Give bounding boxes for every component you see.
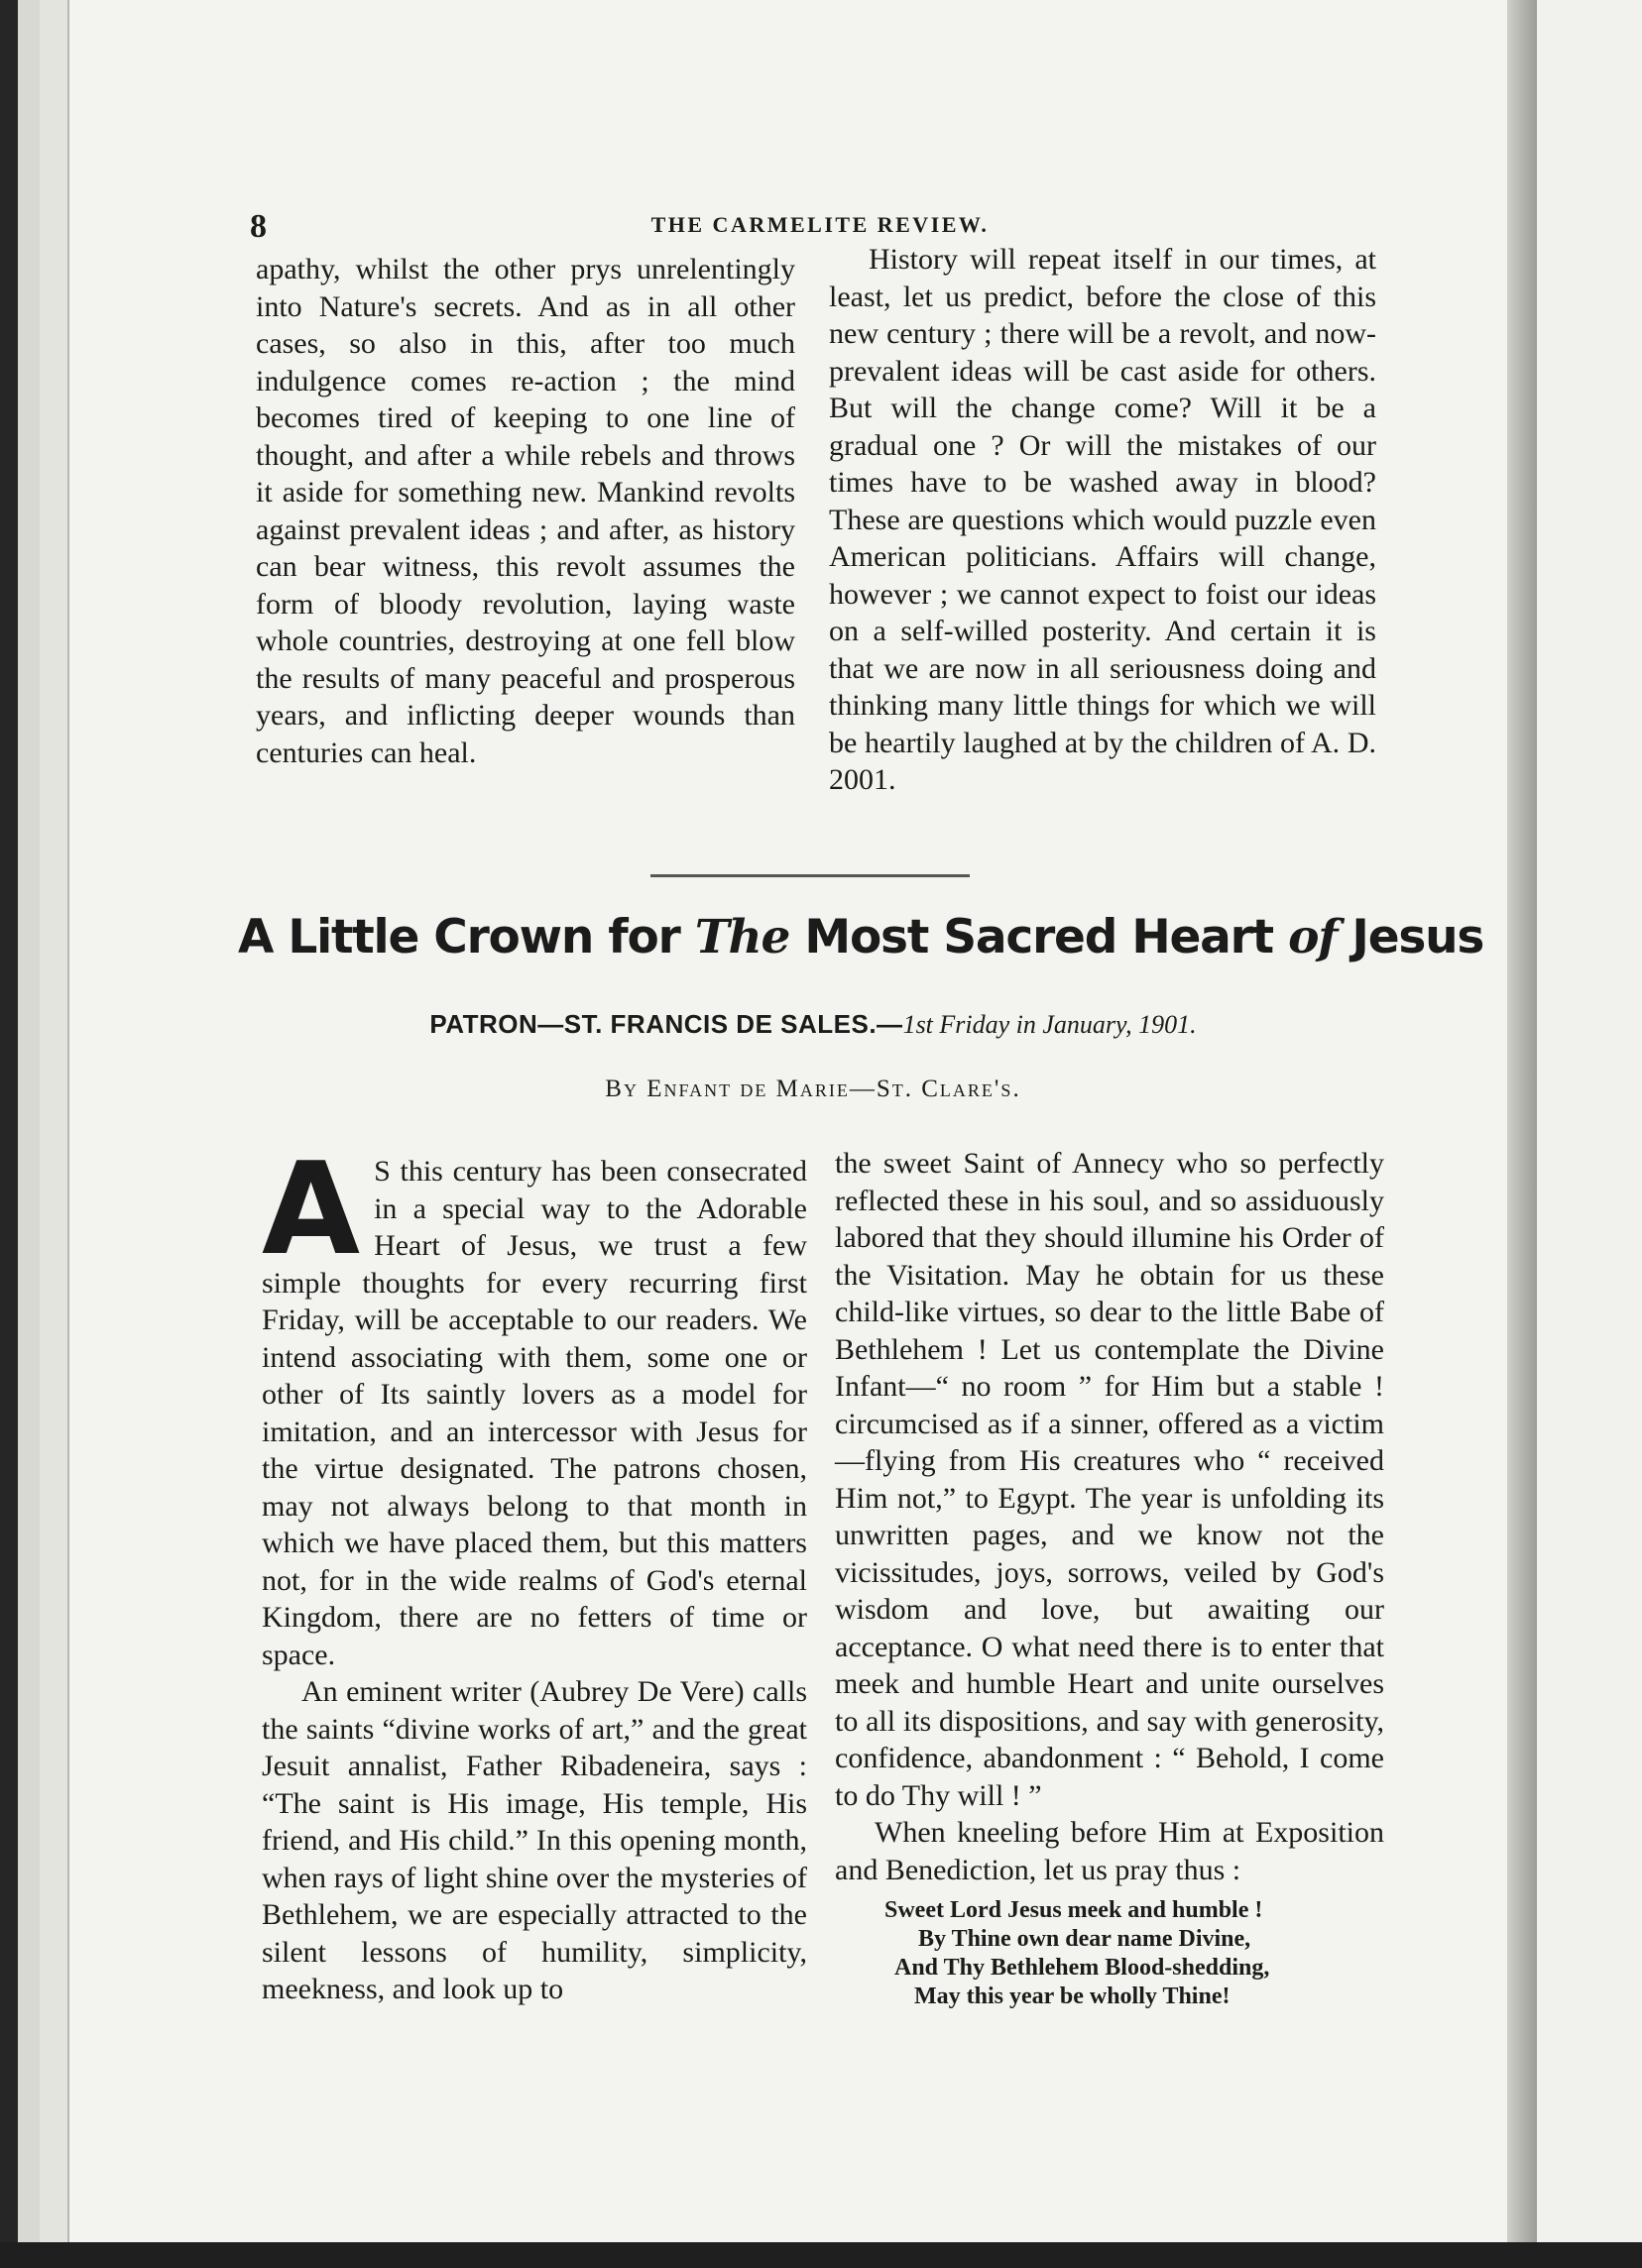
adjacent-page-strip — [1537, 0, 1642, 2268]
title-the: The — [694, 910, 790, 964]
title-of: of — [1288, 910, 1338, 964]
article-right-column — [835, 1145, 1384, 2011]
drop-cap: A — [262, 1136, 361, 1284]
opening-paragraph — [262, 1136, 807, 1673]
verse-line: Sweet Lord Jesus meek and humble ! — [884, 1897, 1263, 1923]
annecy-paragraph: the sweet Saint of Annecy who so perfectly reflected these in his soul, and so assiduously labored that they should illumine his Order of the Visitation. May he obtain for us these child-like virtues, so dear to the little Babe of Bethlehem ! Let us contemplate the Divine Infant—“ no room ” for Him but a stable ! circumcised as if a sinner, offered as a victim—flying from His creatures who “ received Him not,” to Egypt. The year is unfolding its unwritten pages, and we know not the vicissitudes, joys, sorrows, veiled by God's wisdom and love, but awaiting our acceptance. O what need there is to enter that meek and humble Heart and unite ourselves to all its dispositions, and say with generosity, confidence, abandonment : “ Behold, I come to do Thy will ! ” — [835, 1147, 1384, 1812]
scan-border — [0, 2242, 1642, 2268]
top-right-column — [829, 241, 1376, 799]
page-number: 8 — [250, 208, 267, 245]
patron-line — [238, 1009, 1388, 1040]
title-part-1: A Little Crown for — [238, 910, 695, 964]
article-left-column — [262, 1136, 807, 2008]
saints-paragraph: An eminent writer (Aubrey De Vere) calls the saints “divine works of art,” and the great Jesuit annalist, Father Ribadeneira, says : “The saint is His image, His temple, His friend, and His child.” In this opening month, when rays of light shine over the mysteries of Bethlehem, we are especially attracted to the silent lessons of humility, simplicity, meekness, and look up to — [262, 1675, 807, 2005]
continued-paragraph: apathy, whilst the other prys unrelentingly into Nature's secrets. And as in all other cases, so also in this, after too much indulgence comes re-action ; the mind becomes tired of keeping to one line of thought, and after a while rebels and throws it aside for something new. Mankind revolts against prevalent ideas ; and after, as history can bear witness, this revolt assumes the form of bloody revolution, laying waste whole countries, destroying at one fell blow the results of many peaceful and prosperous years, and inflicting deeper wounds than centuries can heal. — [256, 253, 795, 769]
title-part-2: Most Sacred Heart — [789, 910, 1289, 964]
top-left-column — [256, 251, 795, 771]
verse-line: And Thy Bethlehem Blood-shedding, — [894, 1955, 1270, 1981]
section-divider — [650, 874, 970, 877]
patron-date: 1st Friday in January, 1901. — [902, 1010, 1197, 1039]
prayer-intro-paragraph: When kneeling before Him at Exposition and Benediction, let us pray thus : — [835, 1816, 1384, 1886]
article-byline: By Enfant de Marie—St. Clare's. — [605, 1076, 1021, 1102]
prayer-verse — [835, 1896, 1384, 2011]
verse-line: May this year be wholly Thine! — [914, 1984, 1231, 2009]
article-title — [238, 910, 1484, 964]
title-part-3: Jesus — [1337, 910, 1484, 964]
history-paragraph: History will repeat itself in our times, at least, let us predict, before the close of this new century ; there will be a revolt, and now-prevalent ideas will be cast aside for others. But will the change come? Will it be a gradual one ? Or will the mistakes of our times have to be washed away in blood? These are questions which would puzzle even American politicians. Affairs will change, however ; we cannot expect to foist our ideas on a self-willed posterity. And certain it is that we are now in all seriousness doing and thinking many little things for which we will be heartily laughed at by the children of A. D. 2001. — [829, 243, 1376, 796]
page-gutter-shadow — [1507, 0, 1537, 2250]
opening-text: S this century has been consecrated in a special way to the Adorable Heart of Jesus, we trust a few simple thoughts for every recurring first Friday, will be acceptable to our readers. We intend associating with them, some one or other of Its saintly lovers as a model for imitation, and an intercessor with Jesus for the virtue designated. The patrons chosen, may not always belong to that month in which we have placed them, but this matters not, for in the wide realms of God's eternal Kingdom, there are no fetters of time or space. — [262, 1155, 807, 1671]
patron-name: PATRON—ST. FRANCIS DE SALES.— — [429, 1009, 903, 1039]
verse-line: By Thine own dear name Divine, — [918, 1926, 1251, 1952]
running-head: THE CARMELITE REVIEW. — [650, 212, 990, 237]
